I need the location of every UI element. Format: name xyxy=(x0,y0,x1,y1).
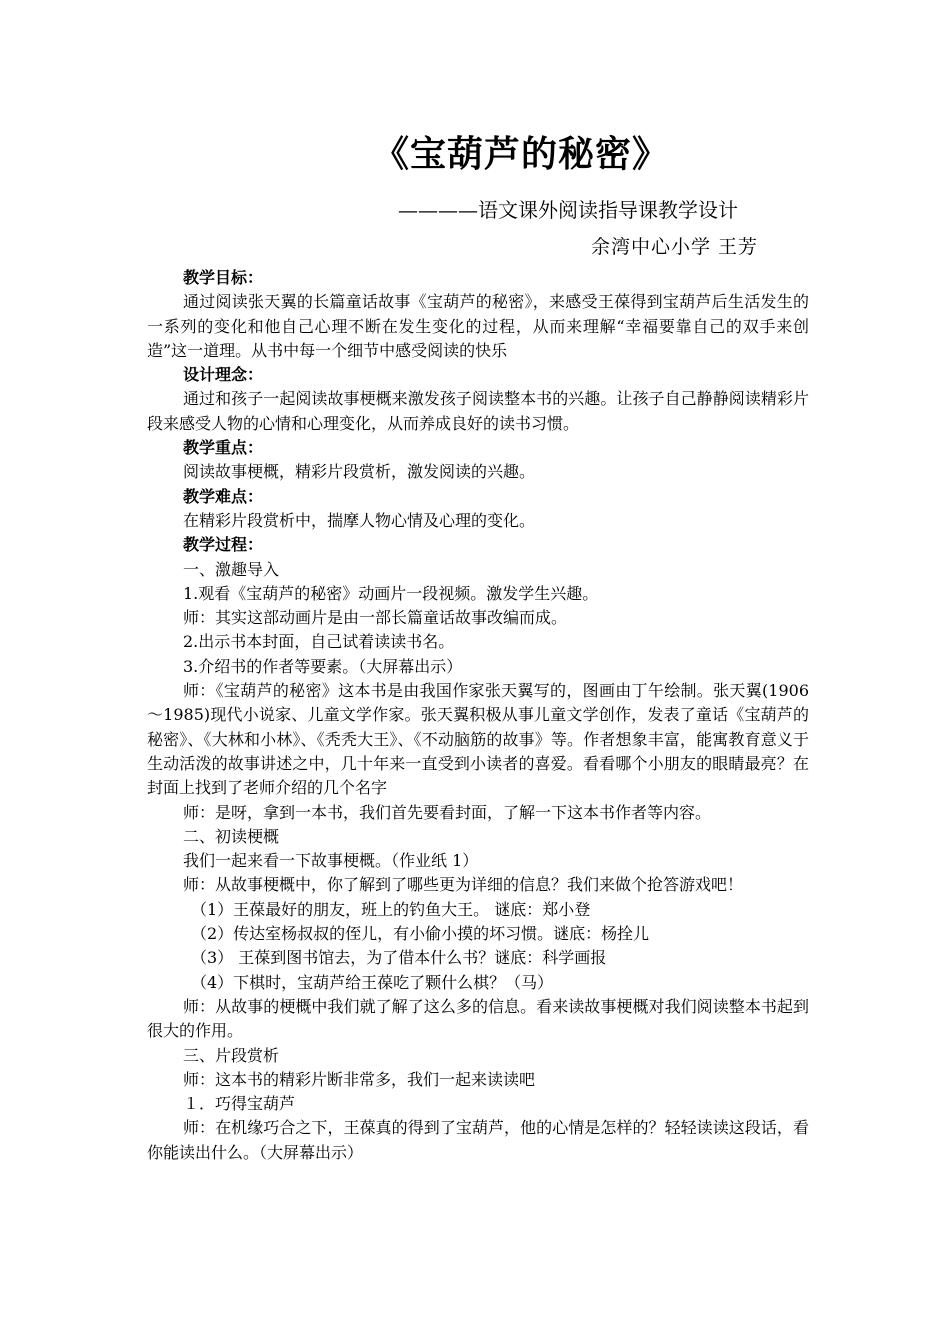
quiz-item: （2）传达室杨叔叔的侄儿，有小偷小摸的坏习惯。谜底：杨拴儿 xyxy=(191,924,650,944)
process-paragraph: 师：从故事的梗概中我们就了解了这么多的信息。看来读故事梗概对我们阅读整本书起到很大的作用。 xyxy=(147,996,809,1041)
process-paragraph: 三、片段赏析 xyxy=(183,1045,280,1065)
process-paragraph: 2.出示书本封面，自己试着读读书名。 xyxy=(183,632,455,652)
process-paragraph: 3.介绍书的作者等要素。（大屏幕出示） xyxy=(183,656,463,676)
process-paragraph: 1.观看《宝葫芦的秘密》动画片一段视频。激发学生兴趣。 xyxy=(183,583,599,603)
process-paragraph: 师：在机缘巧合之下，王葆真的得到了宝葫芦，他的心情是怎样的？轻轻读读这段话，看你能读出什么。（大屏幕出示） xyxy=(147,1118,809,1162)
process-paragraph: 我们一起来看一下故事梗概。（作业纸 1） xyxy=(183,851,479,871)
document-author: 余湾中心小学 王芳 xyxy=(591,236,759,258)
process-paragraph: 师：从故事梗概中，你了解到了哪些更为详细的信息？我们来做个抢答游戏吧！ xyxy=(183,875,744,895)
document-title: 《宝葫芦的秘密》 xyxy=(372,133,669,175)
quiz-item: （4）下棋时，宝葫芦给王葆吃了颗什么棋？（马） xyxy=(191,972,554,992)
process-paragraph: 师：《宝葫芦的秘密》这本书是由我国作家张天翼写的，图画由丁午绘制。张天翼(1906～1985)现代小说家、儿童文学作家。张天翼积极从事儿童文学创作，发表了童话《宝葫芦的秘密》、《大林和小林》、《秃秃大王》、《不动脑筋的故事》等。作者想象丰富，能寓教育意义于生动活泼的故事讲述之中，几十年来一直受到小读者的喜爱。看看哪个小朋友的眼睛最亮？在封面上找到了老师介绍的几个名字 xyxy=(147,681,809,798)
process-paragraph: 师：其实这部动画片是由一部长篇童话故事改编而成。 xyxy=(183,608,568,628)
idea-heading: 设计理念： xyxy=(183,365,264,385)
hard-heading: 教学难点： xyxy=(183,486,264,506)
process-paragraph: １．巧得宝葫芦 xyxy=(183,1094,296,1114)
idea-text: 通过和孩子一起阅读故事梗概来激发孩子阅读整本书的兴趣。让孩子自己静静阅读精彩片段来感受人物的心情和心理变化，从而养成良好的读书习惯。 xyxy=(147,389,809,433)
hard-text: 在精彩片段赏析中，揣摩人物心情及心理的变化。 xyxy=(183,510,536,530)
quiz-item: （1）王葆最好的朋友，班上的钓鱼大王。 谜底：郑小登 xyxy=(191,899,591,919)
quiz-item: （3） 王葆到图书馆去，为了借本什么书？谜底：科学画报 xyxy=(191,948,607,968)
goal-text: 通过阅读张天翼的长篇童话故事《宝葫芦的秘密》，来感受王葆得到宝葫芦后生活发生的一系列的变化和他自己心理不断在发生变化的过程，从而来理解“幸福要靠自己的双手来创造”这一道理。从书中每一个细节中感受阅读的快乐 xyxy=(147,292,809,360)
process-paragraph: 师：这本书的精彩片断非常多，我们一起来读读吧 xyxy=(183,1069,536,1089)
process-paragraph: 二、初读梗概 xyxy=(183,826,280,846)
key-heading: 教学重点： xyxy=(183,438,264,458)
process-paragraph: 一、激趣导入 xyxy=(183,559,280,579)
document-subtitle: ————语文课外阅读指导课教学设计 xyxy=(398,198,738,222)
goal-heading: 教学目标： xyxy=(183,268,264,287)
process-paragraph: 师：是呀，拿到一本书，我们首先要看封面，了解一下这本书作者等内容。 xyxy=(183,802,712,822)
key-text: 阅读故事梗概，精彩片段赏析，激发阅读的兴趣。 xyxy=(183,462,536,482)
document-body xyxy=(147,266,809,1165)
process-heading: 教学过程： xyxy=(183,535,264,555)
